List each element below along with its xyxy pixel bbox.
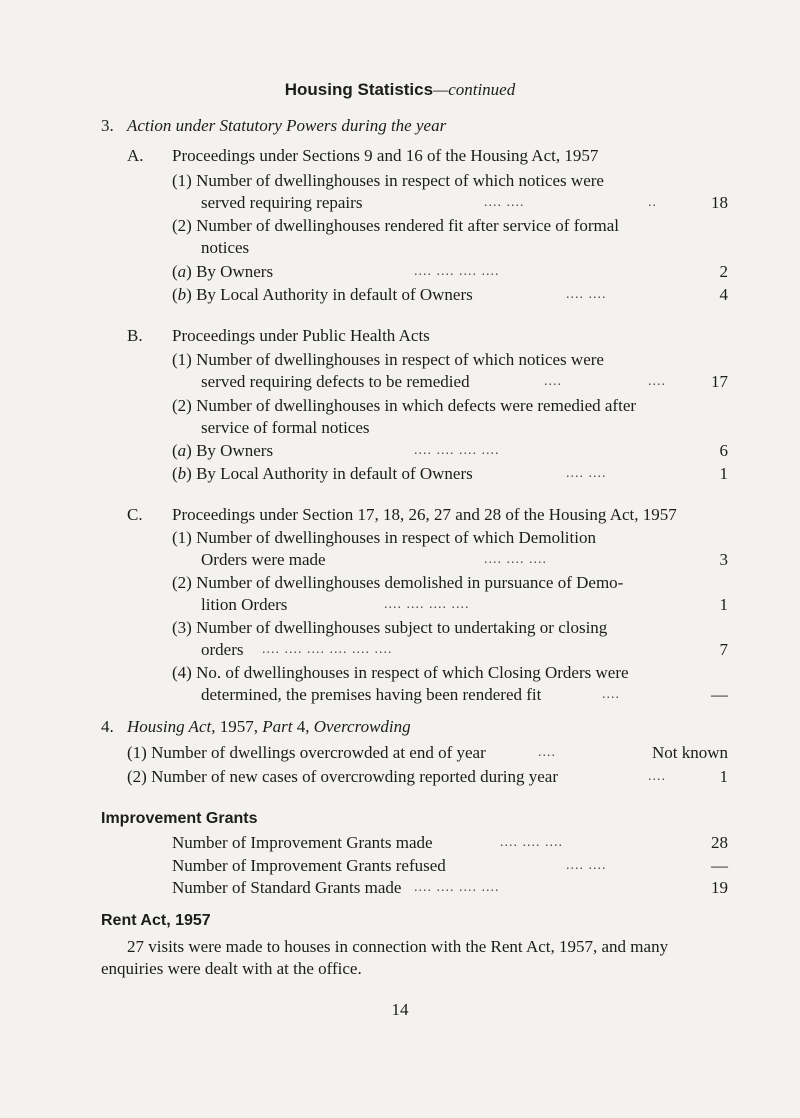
improvement-value-2: — bbox=[711, 856, 728, 875]
item-B1-line1: (1) Number of dwellinghouses in respect of which notices were bbox=[172, 350, 604, 369]
improvement-row-1: Number of Improvement Grants made bbox=[172, 833, 433, 852]
value-C3: 7 bbox=[719, 640, 728, 659]
item-C4-line1: (4) No. of dwellinghouses in respect of which Closing Orders were bbox=[172, 663, 629, 682]
leader-dots: .... bbox=[602, 687, 620, 702]
leader-dots: .. bbox=[648, 195, 657, 210]
leader-dots: .... bbox=[538, 745, 556, 760]
section-B-letter: B. bbox=[127, 326, 143, 345]
improvement-value-1: 28 bbox=[711, 833, 728, 852]
leader-dots: .... .... bbox=[484, 195, 525, 210]
value-C1: 3 bbox=[719, 550, 728, 569]
page-number: 14 bbox=[391, 1000, 409, 1019]
improvement-value-3: 19 bbox=[711, 878, 728, 897]
item-B2a: (a) By Owners bbox=[172, 441, 274, 460]
leader-dots: .... .... .... .... bbox=[384, 597, 470, 612]
leader-dots: .... .... .... bbox=[500, 835, 563, 850]
item-A1-line2: served requiring repairs bbox=[201, 193, 363, 212]
value-A1: 18 bbox=[711, 193, 728, 212]
item-C1-line2: Orders were made bbox=[201, 550, 326, 569]
item-B2-line1: (2) Number of dwellinghouses in which defects were remedied after bbox=[172, 396, 637, 415]
section-3-number: 3. bbox=[101, 116, 114, 135]
item-A2-line2: notices bbox=[201, 238, 250, 257]
item-B2-line2: service of formal notices bbox=[201, 418, 370, 437]
value-A2a: 2 bbox=[719, 262, 728, 281]
leader-dots: .... .... bbox=[566, 287, 607, 302]
page-title: Housing Statistics—continued bbox=[284, 80, 516, 99]
leader-dots: .... bbox=[648, 769, 666, 784]
item-4-2: (2) Number of new cases of overcrowding reported during year bbox=[127, 767, 558, 786]
item-B1-line2: served requiring defects to be remedied bbox=[201, 372, 470, 391]
item-C3-line1: (3) Number of dwellinghouses subject to undertaking or closing bbox=[172, 618, 608, 637]
leader-dots: .... bbox=[648, 374, 666, 389]
value-A2b: 4 bbox=[719, 285, 728, 304]
item-C1-line1: (1) Number of dwellinghouses in respect of which Demolition bbox=[172, 528, 596, 547]
leader-dots: .... .... bbox=[566, 858, 607, 873]
item-C2-line1: (2) Number of dwellinghouses demolished in pursuance of Demo- bbox=[172, 573, 624, 592]
value-B1: 17 bbox=[711, 372, 728, 391]
leader-dots: .... .... .... bbox=[484, 552, 547, 567]
section-C-title: Proceedings under Section 17, 18, 26, 27 and 28 of the Housing Act, 1957 bbox=[172, 505, 677, 524]
item-A2-line1: (2) Number of dwellinghouses rendered fit after service of formal bbox=[172, 216, 620, 235]
leader-dots: .... .... bbox=[566, 466, 607, 481]
rent-act-paragraph-line1: 27 visits were made to houses in connection with the Rent Act, 1957, and many bbox=[127, 937, 669, 956]
item-A1-line1: (1) Number of dwellinghouses in respect of which notices were bbox=[172, 171, 604, 190]
item-C3-line2: orders bbox=[201, 640, 244, 659]
section-4-number: 4. bbox=[101, 717, 114, 736]
leader-dots: .... bbox=[544, 374, 562, 389]
value-B2a: 6 bbox=[719, 441, 728, 460]
improvement-grants-heading: Improvement Grants bbox=[101, 810, 258, 827]
item-C2-line2: lition Orders bbox=[201, 595, 288, 614]
improvement-row-3: Number of Standard Grants made bbox=[172, 878, 402, 897]
item-A2b: (b) By Local Authority in default of Owners bbox=[172, 285, 473, 304]
section-3-title: Action under Statutory Powers during the year bbox=[127, 116, 447, 135]
section-C-letter: C. bbox=[127, 505, 143, 524]
leader-dots: .... .... .... .... bbox=[414, 264, 500, 279]
item-C4-line2: determined, the premises having been rendered fit bbox=[201, 685, 542, 704]
leader-dots: .... .... .... .... bbox=[414, 880, 500, 895]
section-A-title: Proceedings under Sections 9 and 16 of the Housing Act, 1957 bbox=[172, 146, 599, 165]
value-B2b: 1 bbox=[719, 464, 728, 483]
item-4-1: (1) Number of dwellings overcrowded at end of year bbox=[127, 743, 486, 762]
leader-dots: .... .... .... .... .... .... bbox=[262, 642, 393, 657]
improvement-row-2: Number of Improvement Grants refused bbox=[172, 856, 446, 875]
value-4-1: Not known bbox=[651, 743, 728, 762]
item-A2a: (a) By Owners bbox=[172, 262, 274, 281]
rent-act-paragraph-line2: enquiries were dealt with at the office. bbox=[101, 959, 362, 978]
section-B-title: Proceedings under Public Health Acts bbox=[172, 326, 430, 345]
section-A-letter: A. bbox=[127, 146, 144, 165]
leader-dots: .... .... .... .... bbox=[414, 443, 500, 458]
section-4-title: Housing Act, 1957, Part 4, Overcrowding bbox=[127, 717, 411, 736]
value-4-2: 1 bbox=[719, 767, 728, 786]
value-C4: — bbox=[711, 685, 728, 704]
item-B2b: (b) By Local Authority in default of Owners bbox=[172, 464, 473, 483]
rent-act-heading: Rent Act, 1957 bbox=[101, 912, 211, 929]
value-C2: 1 bbox=[719, 595, 728, 614]
